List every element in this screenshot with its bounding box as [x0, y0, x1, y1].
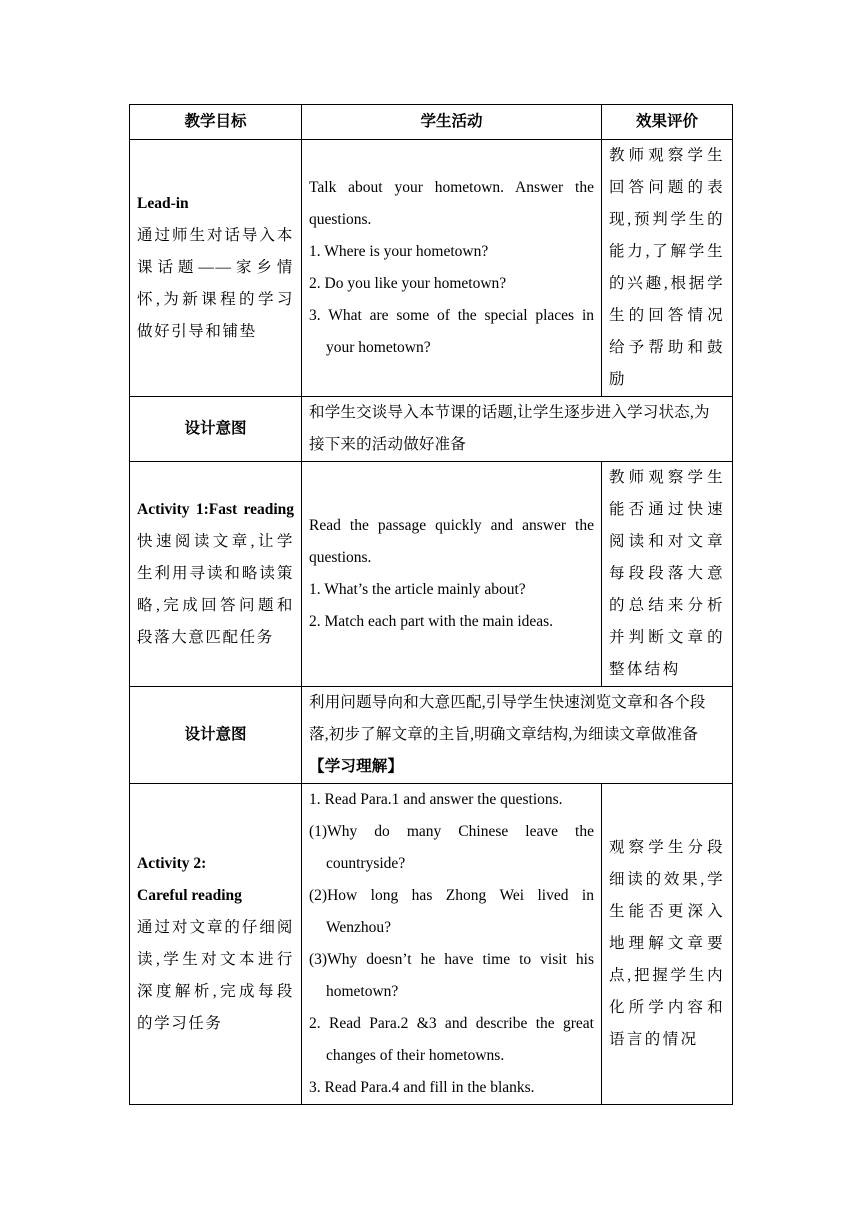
table-row	[130, 462, 733, 687]
activity-line: Talk about your hometown. Answer the questions.	[309, 179, 594, 228]
intent-text: 利用问题导向和大意匹配,引导学生快速浏览文章和各个段落,初步了解文章的主旨,明确文章结构,为细读文章做准备	[309, 694, 706, 743]
goal-cell	[130, 140, 302, 397]
activity-line: 3. What are some of the special places in your hometown?	[309, 307, 594, 356]
goal-title: Lead-in	[137, 195, 189, 212]
activity-line: (2)How long has Zhong Wei lived in Wenzhou?	[309, 887, 594, 936]
header-activity: 学生活动	[302, 105, 602, 140]
activity-cell	[302, 462, 602, 687]
evaluation-cell: 教师观察学生能否通过快速阅读和对文章每段段落大意的总结来分析并判断文章的整体结构	[602, 462, 733, 687]
goal-cell	[130, 462, 302, 687]
goal-desc: 通过对文章的仔细阅读,学生对文本进行深度解析,完成每段的学习任务	[137, 919, 294, 1032]
intent-cell	[302, 687, 733, 784]
activity-line: 2. Match each part with the main ideas.	[309, 613, 554, 630]
intent-label: 设计意图	[130, 687, 302, 784]
goal-title: Activity 1:Fast reading	[137, 501, 294, 518]
goal-cell	[130, 784, 302, 1105]
activity-line: 3. Read Para.4 and fill in the blanks.	[309, 1079, 535, 1096]
header-goal: 教学目标	[130, 105, 302, 140]
lesson-plan-table	[129, 104, 733, 1105]
table-row	[130, 687, 733, 784]
header-evaluation: 效果评价	[602, 105, 733, 140]
activity-cell	[302, 784, 602, 1105]
goal-title: Activity 2:	[137, 855, 207, 872]
activity-line: 1. Read Para.1 and answer the questions.	[309, 791, 563, 808]
activity-line: (3)Why doesn’t he have time to visit his hometown?	[309, 951, 594, 1000]
activity-line: 1. What’s the article mainly about?	[309, 581, 526, 598]
activity-line: 2. Read Para.2 &3 and describe the great changes of their hometowns.	[309, 1015, 594, 1064]
intent-label: 设计意图	[130, 397, 302, 462]
evaluation-cell: 教师观察学生回答问题的表现,预判学生的能力,了解学生的兴趣,根据学生的回答情况给予帮助和鼓励	[602, 140, 733, 397]
evaluation-cell: 观察学生分段细读的效果,学生能否更深入地理解文章要点,把握学生内化所学内容和语言的情况	[602, 784, 733, 1105]
activity-line: 1. Where is your hometown?	[309, 243, 489, 260]
intent-tag: 【学习理解】	[309, 758, 404, 775]
table-row	[130, 140, 733, 397]
activity-line: 2. Do you like your hometown?	[309, 275, 507, 292]
table-row	[130, 397, 733, 462]
table-row	[130, 784, 733, 1105]
header-row	[130, 105, 733, 140]
activity-cell	[302, 140, 602, 397]
goal-title: Careful reading	[137, 887, 242, 904]
activity-line: (1)Why do many Chinese leave the countryside?	[309, 823, 594, 872]
activity-line: Read the passage quickly and answer the questions.	[309, 517, 594, 566]
goal-desc: 通过师生对话导入本课话题——家乡情怀,为新课程的学习做好引导和铺垫	[137, 227, 294, 340]
intent-text: 和学生交谈导入本节课的话题,让学生逐步进入学习状态,为接下来的活动做好准备	[302, 397, 733, 462]
goal-desc: 快速阅读文章,让学生利用寻读和略读策略,完成回答问题和段落大意匹配任务	[137, 533, 294, 646]
